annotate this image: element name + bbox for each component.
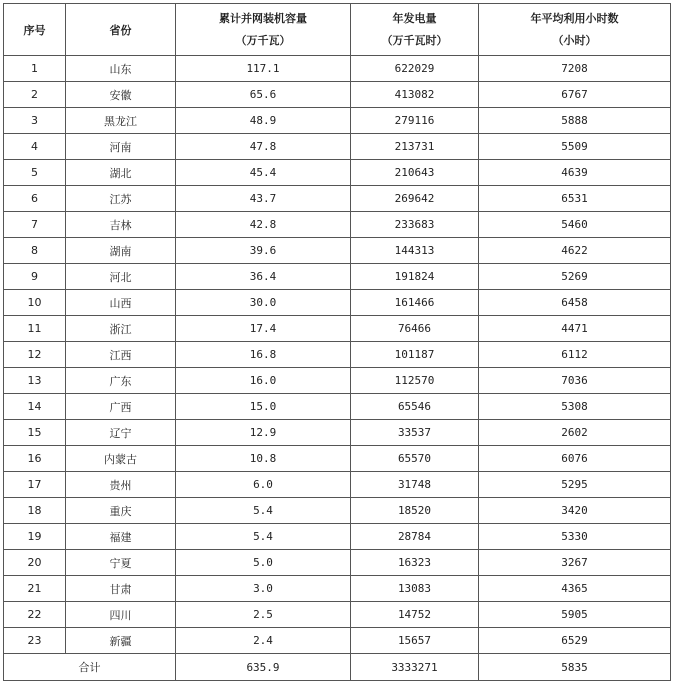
row-hours: 5295 xyxy=(479,472,671,498)
row-capacity: 39.6 xyxy=(176,238,351,264)
row-capacity: 6.0 xyxy=(176,472,351,498)
row-index: 9 xyxy=(4,264,66,290)
row-province: 江苏 xyxy=(66,186,176,212)
row-capacity: 5.0 xyxy=(176,550,351,576)
row-hours: 3420 xyxy=(479,498,671,524)
row-hours: 6531 xyxy=(479,186,671,212)
row-hours: 7208 xyxy=(479,56,671,82)
row-capacity: 3.0 xyxy=(176,576,351,602)
row-index: 21 xyxy=(4,576,66,602)
row-province: 江西 xyxy=(66,342,176,368)
row-index: 20 xyxy=(4,550,66,576)
row-generation: 622029 xyxy=(351,56,479,82)
row-hours: 5269 xyxy=(479,264,671,290)
row-hours: 2602 xyxy=(479,420,671,446)
row-hours: 6112 xyxy=(479,342,671,368)
row-capacity: 2.4 xyxy=(176,628,351,654)
row-capacity: 5.4 xyxy=(176,524,351,550)
row-hours: 5308 xyxy=(479,394,671,420)
table-row xyxy=(4,602,671,628)
row-capacity: 30.0 xyxy=(176,290,351,316)
row-province: 重庆 xyxy=(66,498,176,524)
row-generation: 233683 xyxy=(351,212,479,238)
table-row xyxy=(4,576,671,602)
table-row xyxy=(4,238,671,264)
row-province: 福建 xyxy=(66,524,176,550)
row-generation: 15657 xyxy=(351,628,479,654)
row-index: 4 xyxy=(4,134,66,160)
row-capacity: 17.4 xyxy=(176,316,351,342)
row-capacity: 47.8 xyxy=(176,134,351,160)
row-province: 广东 xyxy=(66,368,176,394)
header-generation xyxy=(351,4,479,56)
table-row xyxy=(4,394,671,420)
row-generation: 16323 xyxy=(351,550,479,576)
header-capacity-unit: （万千瓦） xyxy=(235,33,291,47)
row-index: 14 xyxy=(4,394,66,420)
row-hours: 5905 xyxy=(479,602,671,628)
row-hours: 7036 xyxy=(479,368,671,394)
table-row xyxy=(4,420,671,446)
row-generation: 65570 xyxy=(351,446,479,472)
row-generation: 28784 xyxy=(351,524,479,550)
row-hours: 4622 xyxy=(479,238,671,264)
row-capacity: 15.0 xyxy=(176,394,351,420)
row-capacity: 36.4 xyxy=(176,264,351,290)
row-province: 甘肃 xyxy=(66,576,176,602)
row-hours: 5888 xyxy=(479,108,671,134)
row-province: 湖南 xyxy=(66,238,176,264)
row-generation: 213731 xyxy=(351,134,479,160)
row-generation: 14752 xyxy=(351,602,479,628)
row-hours: 5330 xyxy=(479,524,671,550)
table-row xyxy=(4,550,671,576)
row-generation: 191824 xyxy=(351,264,479,290)
row-generation: 33537 xyxy=(351,420,479,446)
row-province: 河北 xyxy=(66,264,176,290)
row-index: 11 xyxy=(4,316,66,342)
row-province: 安徽 xyxy=(66,82,176,108)
row-capacity: 42.8 xyxy=(176,212,351,238)
table-row xyxy=(4,368,671,394)
row-capacity: 16.0 xyxy=(176,368,351,394)
row-province: 四川 xyxy=(66,602,176,628)
table-row xyxy=(4,134,671,160)
row-index: 18 xyxy=(4,498,66,524)
row-index: 2 xyxy=(4,82,66,108)
total-row xyxy=(4,654,671,681)
row-capacity: 10.8 xyxy=(176,446,351,472)
row-hours: 5509 xyxy=(479,134,671,160)
header-index: 序号 xyxy=(4,4,66,56)
row-province: 黑龙江 xyxy=(66,108,176,134)
table-row xyxy=(4,186,671,212)
header-hours-unit: （小时） xyxy=(552,33,597,47)
row-generation: 18520 xyxy=(351,498,479,524)
header-capacity xyxy=(176,4,351,56)
row-province: 内蒙古 xyxy=(66,446,176,472)
header-hours-title: 年平均利用小时数 xyxy=(530,11,619,25)
header-generation-title: 年发电量 xyxy=(392,11,437,25)
row-province: 广西 xyxy=(66,394,176,420)
row-index: 22 xyxy=(4,602,66,628)
row-hours: 4365 xyxy=(479,576,671,602)
header-province: 省份 xyxy=(66,4,176,56)
row-hours: 4471 xyxy=(479,316,671,342)
row-hours: 5460 xyxy=(479,212,671,238)
row-generation: 101187 xyxy=(351,342,479,368)
total-label: 合计 xyxy=(4,654,176,681)
row-capacity: 117.1 xyxy=(176,56,351,82)
table-row xyxy=(4,212,671,238)
table-row xyxy=(4,628,671,654)
row-index: 6 xyxy=(4,186,66,212)
row-province: 湖北 xyxy=(66,160,176,186)
row-capacity: 12.9 xyxy=(176,420,351,446)
row-capacity: 2.5 xyxy=(176,602,351,628)
table-row xyxy=(4,160,671,186)
row-capacity: 43.7 xyxy=(176,186,351,212)
total-generation: 3333271 xyxy=(351,654,479,681)
row-generation: 13083 xyxy=(351,576,479,602)
row-generation: 210643 xyxy=(351,160,479,186)
header-capacity-title: 累计并网装机容量 xyxy=(219,11,307,25)
row-province: 山东 xyxy=(66,56,176,82)
province-data-table xyxy=(3,3,671,681)
table-row xyxy=(4,446,671,472)
table-row xyxy=(4,264,671,290)
row-hours: 6076 xyxy=(479,446,671,472)
table-row xyxy=(4,342,671,368)
total-hours: 5835 xyxy=(479,654,671,681)
row-index: 17 xyxy=(4,472,66,498)
header-hours xyxy=(479,4,671,56)
row-province: 辽宁 xyxy=(66,420,176,446)
row-generation: 413082 xyxy=(351,82,479,108)
table-row xyxy=(4,472,671,498)
row-hours: 6767 xyxy=(479,82,671,108)
row-index: 23 xyxy=(4,628,66,654)
row-index: 5 xyxy=(4,160,66,186)
table-row xyxy=(4,524,671,550)
row-province: 新疆 xyxy=(66,628,176,654)
row-index: 19 xyxy=(4,524,66,550)
row-index: 16 xyxy=(4,446,66,472)
table-row xyxy=(4,108,671,134)
row-generation: 76466 xyxy=(351,316,479,342)
row-generation: 279116 xyxy=(351,108,479,134)
row-generation: 269642 xyxy=(351,186,479,212)
row-capacity: 65.6 xyxy=(176,82,351,108)
header-row xyxy=(4,4,671,56)
table-row xyxy=(4,82,671,108)
row-province: 贵州 xyxy=(66,472,176,498)
row-generation: 112570 xyxy=(351,368,479,394)
row-index: 10 xyxy=(4,290,66,316)
row-capacity: 45.4 xyxy=(176,160,351,186)
table-row xyxy=(4,290,671,316)
row-hours: 4639 xyxy=(479,160,671,186)
row-index: 12 xyxy=(4,342,66,368)
row-hours: 6458 xyxy=(479,290,671,316)
row-index: 3 xyxy=(4,108,66,134)
row-generation: 31748 xyxy=(351,472,479,498)
row-hours: 3267 xyxy=(479,550,671,576)
header-generation-unit: （万千瓦时） xyxy=(381,33,448,47)
row-province: 吉林 xyxy=(66,212,176,238)
row-capacity: 16.8 xyxy=(176,342,351,368)
row-province: 宁夏 xyxy=(66,550,176,576)
row-capacity: 5.4 xyxy=(176,498,351,524)
row-capacity: 48.9 xyxy=(176,108,351,134)
row-index: 7 xyxy=(4,212,66,238)
row-hours: 6529 xyxy=(479,628,671,654)
row-generation: 65546 xyxy=(351,394,479,420)
row-province: 河南 xyxy=(66,134,176,160)
row-index: 13 xyxy=(4,368,66,394)
row-index: 1 xyxy=(4,56,66,82)
table-row xyxy=(4,316,671,342)
row-index: 15 xyxy=(4,420,66,446)
row-province: 浙江 xyxy=(66,316,176,342)
row-generation: 144313 xyxy=(351,238,479,264)
table-row xyxy=(4,56,671,82)
row-province: 山西 xyxy=(66,290,176,316)
row-generation: 161466 xyxy=(351,290,479,316)
total-capacity: 635.9 xyxy=(176,654,351,681)
row-index: 8 xyxy=(4,238,66,264)
table-row xyxy=(4,498,671,524)
